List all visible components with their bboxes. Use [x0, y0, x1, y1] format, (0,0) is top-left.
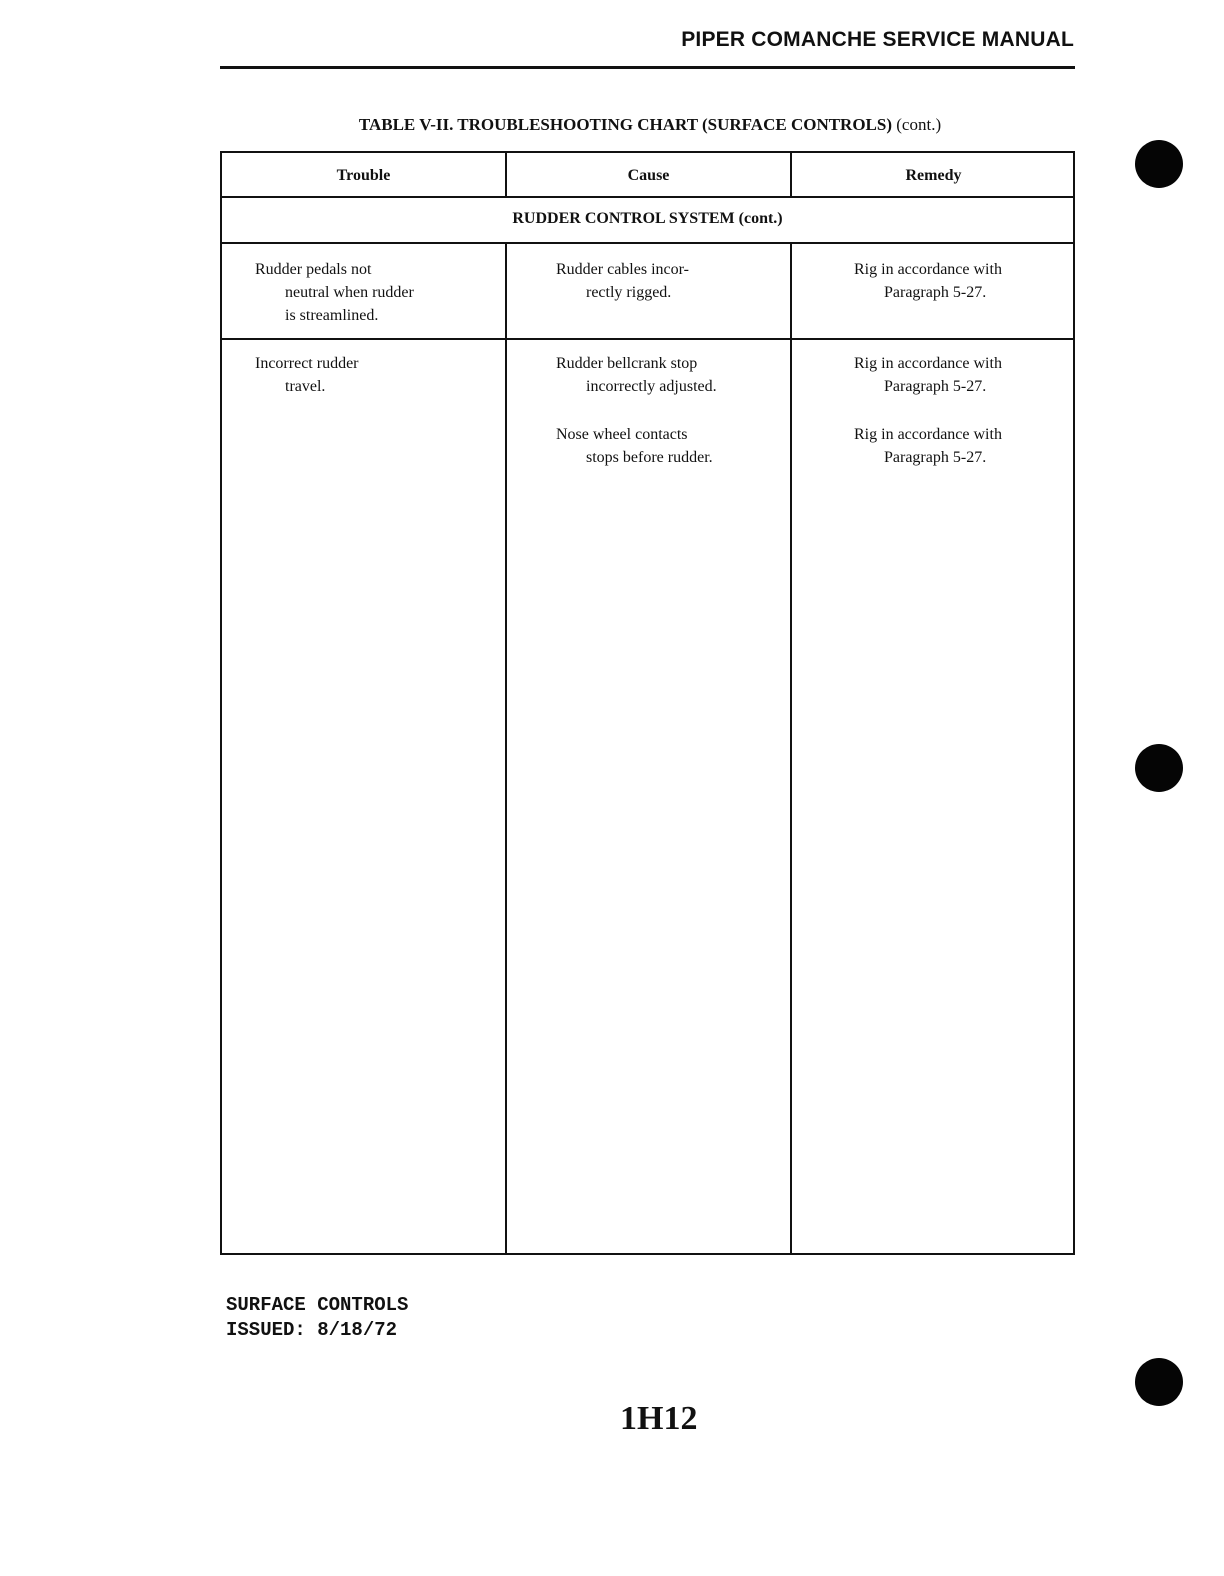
trouble-entry: [255, 352, 359, 398]
header-rule: [220, 66, 1075, 69]
remedy-line: Rig in accordance with: [854, 426, 1002, 443]
footer-issued-date: ISSUED: 8/18/72: [226, 1319, 398, 1341]
cause-line: Nose wheel contacts: [556, 426, 688, 443]
cause-line: Rudder cables incor-: [556, 261, 689, 278]
manual-header: PIPER COMANCHE SERVICE MANUAL: [681, 28, 1074, 51]
cause-entry: [556, 352, 717, 398]
trouble-line: neutral when rudder: [285, 284, 414, 301]
trouble-line: is streamlined.: [285, 307, 379, 324]
trouble-line: Incorrect rudder: [255, 355, 359, 372]
remedy-line: Paragraph 5-27.: [884, 284, 987, 301]
trouble-entry: [255, 258, 414, 327]
punch-hole: [1135, 1358, 1183, 1406]
column-header-trouble: Trouble: [336, 167, 391, 184]
remedy-entry: [854, 352, 1002, 398]
row-divider: [222, 338, 1073, 340]
cause-line: incorrectly adjusted.: [586, 378, 717, 395]
remedy-entry: [854, 258, 1002, 304]
table-title-main: TABLE V-II. TROUBLESHOOTING CHART (SURFACE CONTROLS): [358, 115, 893, 134]
remedy-line: Paragraph 5-27.: [884, 378, 987, 395]
punch-hole: [1135, 140, 1183, 188]
frame-number: 1H12: [620, 1400, 698, 1437]
cause-entry: [556, 258, 689, 304]
cause-line: Rudder bellcrank stop: [556, 355, 698, 372]
cause-line: rectly rigged.: [586, 284, 672, 301]
table-title: [220, 115, 1080, 135]
column-divider: [790, 153, 792, 1253]
column-divider: [505, 153, 507, 1253]
table-title-suffix: (cont.): [896, 115, 942, 134]
column-header-remedy: Remedy: [905, 167, 962, 184]
footer-section-name: SURFACE CONTROLS: [226, 1294, 409, 1316]
column-header-cause: Cause: [627, 167, 670, 184]
section-title: RUDDER CONTROL SYSTEM (cont.): [512, 210, 783, 227]
remedy-line: Rig in accordance with: [854, 355, 1002, 372]
row-divider: [222, 242, 1073, 244]
remedy-line: Rig in accordance with: [854, 261, 1002, 278]
footer-section-info: [226, 1293, 408, 1343]
troubleshooting-table: [220, 151, 1075, 1255]
punch-hole: [1135, 744, 1183, 792]
trouble-line: Rudder pedals not: [255, 261, 372, 278]
cause-line: stops before rudder.: [586, 449, 713, 466]
remedy-line: Paragraph 5-27.: [884, 449, 987, 466]
cause-entry: [556, 423, 713, 469]
trouble-line: travel.: [285, 378, 326, 395]
remedy-entry: [854, 423, 1002, 469]
